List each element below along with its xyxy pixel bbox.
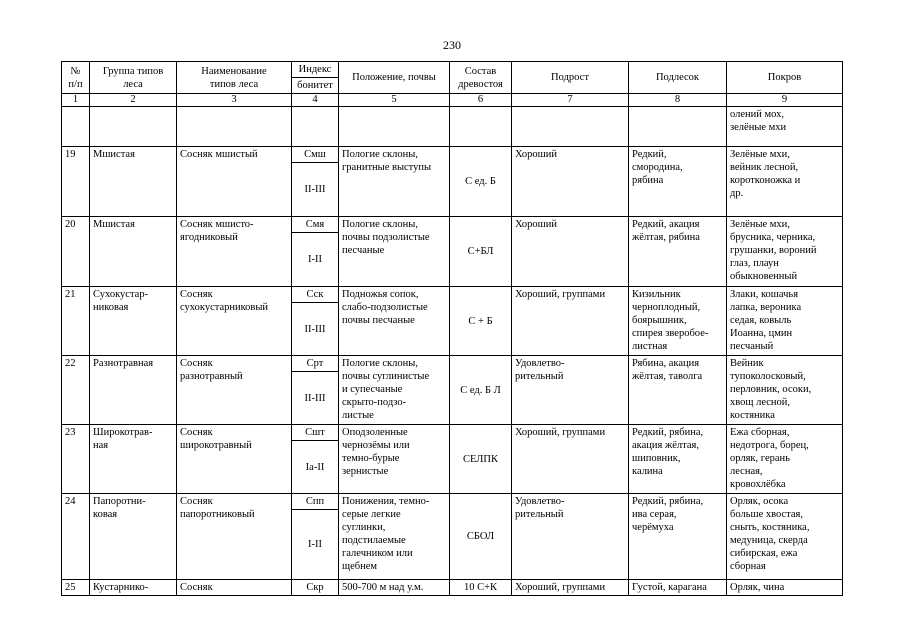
group-cell: Мшистая	[90, 147, 177, 217]
position-cell: 500-700 м над у.м.	[339, 580, 450, 596]
column-number: 7	[512, 94, 629, 107]
row-number: 21	[62, 287, 90, 356]
name-cell: Сосняк широкотравный	[177, 425, 292, 494]
cover-cell: Зелёные мхи, брусника, черника, грушанки, вороний глаз, плаун обыкновенный	[727, 217, 843, 287]
column-number: 2	[90, 94, 177, 107]
cover-cell: Орляк, осока больше хвостая, сныть, костяника, медуница, скерда сибирская, ежа сборная	[727, 494, 843, 580]
bonitet-cell: II-III	[292, 372, 339, 425]
index-cell: Смя	[292, 217, 339, 233]
header-group: Группа типов леса	[90, 62, 177, 94]
name-cell: Сосняк	[177, 580, 292, 596]
name-cell: Сосняк мшисто- ягодниковый	[177, 217, 292, 287]
composition-cell: С ед. Б Л	[450, 356, 512, 425]
underbrush-cell: Редкий, рябина, ива серая, черёмуха	[629, 494, 727, 580]
group-cell: Широкотрав- ная	[90, 425, 177, 494]
cover-cell: Орляк, чина	[727, 580, 843, 596]
index-cell: Сшт	[292, 425, 339, 441]
bonitet-cell: II-III	[292, 163, 339, 217]
table-row	[62, 356, 843, 372]
page-number: 230	[443, 38, 461, 52]
row-number: 22	[62, 356, 90, 425]
bonitet-cell: I-II	[292, 510, 339, 580]
position-cell: Понижения, темно- серые легкие суглинки, подстилаемые галечником или щебнем	[339, 494, 450, 580]
bonitet-cell: I-II	[292, 233, 339, 287]
column-number: 3	[177, 94, 292, 107]
undergrowth-cell: Хороший	[512, 217, 629, 287]
row-number: 25	[62, 580, 90, 596]
row-number: 23	[62, 425, 90, 494]
underbrush-cell: Рябина, акация жёлтая, таволга	[629, 356, 727, 425]
header-cover: Покров	[727, 62, 843, 94]
position-cell: Оподзоленные чернозёмы или темно-бурые зернистые	[339, 425, 450, 494]
table-row	[62, 425, 843, 441]
column-number: 4	[292, 94, 339, 107]
row-number: 20	[62, 217, 90, 287]
underbrush-cell: Редкий, смородина, рябина	[629, 147, 727, 217]
header-underbrush: Подлесок	[629, 62, 727, 94]
undergrowth-cell: Хороший	[512, 147, 629, 217]
table-row	[62, 217, 843, 233]
group-cell: Папоротни- ковая	[90, 494, 177, 580]
group-cell: Кустарнико-	[90, 580, 177, 596]
underbrush-cell: Кизильник черноплодный, боярышник, спирея зверобое- листная	[629, 287, 727, 356]
undergrowth-cell: Удовлетво- рительный	[512, 356, 629, 425]
column-number: 5	[339, 94, 450, 107]
underbrush-cell: Редкий, акация жёлтая, рябина	[629, 217, 727, 287]
cover-cell: Злаки, кошачья лапка, вероника седая, ковыль Иоанна, цмин песчаный	[727, 287, 843, 356]
underbrush-cell: Густой, карагана	[629, 580, 727, 596]
composition-cell: С+БЛ	[450, 217, 512, 287]
cover-cell: олений мох, зелёные мхи	[727, 107, 843, 147]
header-name: Наименование типов леса	[177, 62, 292, 94]
name-cell: Сосняк мшистый	[177, 147, 292, 217]
position-cell: Пологие склоны, почвы подзолистые песчаные	[339, 217, 450, 287]
header-num: № п/п	[62, 62, 90, 94]
undergrowth-cell: Хороший, группами	[512, 425, 629, 494]
table-row	[62, 580, 843, 596]
table-row	[62, 147, 843, 163]
group-cell: Мшистая	[90, 217, 177, 287]
composition-cell: С + Б	[450, 287, 512, 356]
header-index: Индекс	[292, 62, 339, 78]
table-row	[62, 287, 843, 303]
name-cell: Сосняк разнотравный	[177, 356, 292, 425]
index-cell: Спп	[292, 494, 339, 510]
bonitet-cell: II-III	[292, 303, 339, 356]
position-cell: Подножья сопок, слабо-подзолистые почвы песчаные	[339, 287, 450, 356]
undergrowth-cell: Хороший, группами	[512, 287, 629, 356]
row-number: 24	[62, 494, 90, 580]
header-bonitet: бонитет	[292, 78, 339, 94]
composition-cell: СЕЛПК	[450, 425, 512, 494]
cover-cell: Вейник тупоколосковый, перловник, осоки, хвощ лесной, костяника	[727, 356, 843, 425]
column-number-row	[62, 94, 843, 107]
index-cell: Срт	[292, 356, 339, 372]
index-cell: Скр	[292, 580, 339, 596]
cover-cell: Ежа сборная, недотрога, борец, орляк, герань лесная, кровохлёбка	[727, 425, 843, 494]
position-cell: Пологие склоны, гранитные выступы	[339, 147, 450, 217]
column-number: 8	[629, 94, 727, 107]
bonitet-cell: Ia-II	[292, 441, 339, 494]
index-cell: Сск	[292, 287, 339, 303]
column-number: 6	[450, 94, 512, 107]
row-number: 19	[62, 147, 90, 217]
underbrush-cell: Редкий, рябина, акация жёлтая, шиповник, калина	[629, 425, 727, 494]
carryover-row	[62, 107, 843, 147]
name-cell: Сосняк сухокустарниковый	[177, 287, 292, 356]
undergrowth-cell: Хороший, группами	[512, 580, 629, 596]
composition-cell: С ед. Б	[450, 147, 512, 217]
composition-cell: 10 С+К	[450, 580, 512, 596]
header-composition: Состав древостоя	[450, 62, 512, 94]
column-number: 9	[727, 94, 843, 107]
cover-cell: Зелёные мхи, вейник лесной, коротконожка и др.	[727, 147, 843, 217]
undergrowth-cell: Удовлетво- рительный	[512, 494, 629, 580]
group-cell: Сухокустар- никовая	[90, 287, 177, 356]
composition-cell: СБОЛ	[450, 494, 512, 580]
header-position: Положение, почвы	[339, 62, 450, 94]
header-undergrowth: Подрост	[512, 62, 629, 94]
table-row	[62, 494, 843, 510]
name-cell: Сосняк папоротниковый	[177, 494, 292, 580]
position-cell: Пологие склоны, почвы суглинистые и супесчаные скрыто-подзо- листые	[339, 356, 450, 425]
forest-types-table	[61, 61, 843, 596]
group-cell: Разнотравная	[90, 356, 177, 425]
index-cell: Смш	[292, 147, 339, 163]
column-number: 1	[62, 94, 90, 107]
